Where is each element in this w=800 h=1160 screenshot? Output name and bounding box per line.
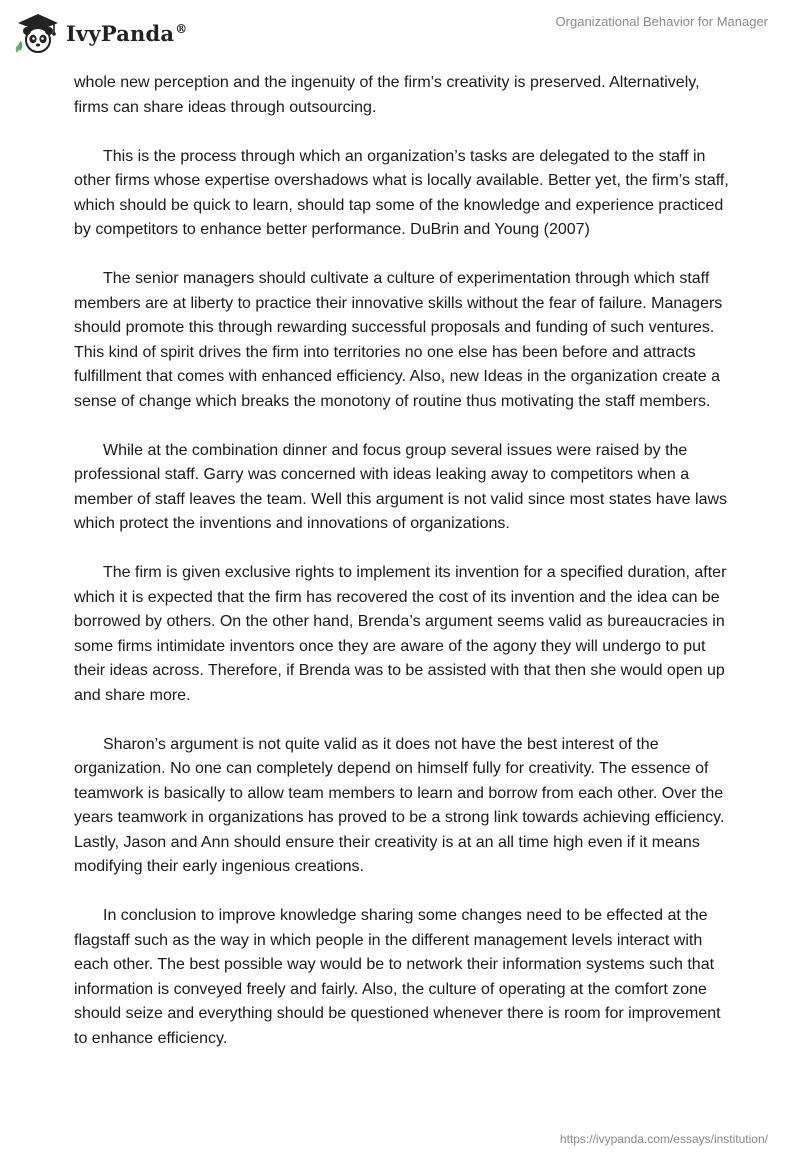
ivypanda-logo[interactable] <box>14 10 187 56</box>
logo-text: IvyPanda <box>66 20 175 46</box>
panda-graduate-icon <box>14 11 62 55</box>
essay-body <box>74 71 734 1076</box>
paragraph: While at the combination dinner and focus group several issues were raised by the professional staff. Garry was concerned with ideas leaking away to competitors when a member of staff leaves the team. Well this argument is not valid since most states have laws which protect the inventions and innovations of organizations. <box>74 441 728 532</box>
paragraph: The senior managers should cultivate a culture of experimentation through which staff members are at liberty to practice their innovative skills without the fear of failure. Managers should promote this through rewarding successful proposals and funding of such ventures. This kind of spirit drives the firm into territories no one else has been before and attracts fulfillment that comes with enhanced efficiency. Also, new Ideas in the organization create a sense of change which breaks the monotony of routine thus motivating the staff members. <box>74 270 723 410</box>
registered-mark: ® <box>175 21 188 36</box>
paragraph: Sharon’s argument is not quite valid as it does not have the best interest of the organization. No one can completely depend on himself fully for creativity. The essence of teamwork is basically to allow team members to learn and borrow from each other. Over the years teamwork in organizations has proved to be a strong link towards achieving efficiency. Lastly, Jason and Ann should ensure their creativity is at an all time high even if it means modifying their early ingenious creations. <box>74 735 725 875</box>
document-title: Organizational Behavior for Manager <box>555 14 768 29</box>
paragraph: whole new perception and the ingenuity of the firm’s creativity is preserved. Alternatively, firms can share ideas through outsourcing. <box>74 74 700 116</box>
paragraph: This is the process through which an organization’s tasks are delegated to the staff in other firms whose expertise overshadows what is locally available. Better yet, the firm’s staff, which should be quick to learn, should tap some of the knowledge and experience practiced by competitors to enhance better performance. DuBrin and Young (2007) <box>74 147 729 238</box>
source-url-link[interactable]: https://ivypanda.com/essays/institution/ <box>559 1132 768 1146</box>
paragraph: In conclusion to improve knowledge sharing some changes need to be effected at the flagstaff such as the way in which people in the different management levels interact with each other. The best possible way would be to network their information systems such that information is conveyed freely and fairly. Also, the culture of operating at the comfort zone should seize and everything should be questioned whenever there is room for improvement to enhance efficiency. <box>74 907 721 1047</box>
logo-wordmark <box>66 21 187 46</box>
page-header <box>0 0 800 70</box>
paragraph: The firm is given exclusive rights to implement its invention for a specified duration, after which it is expected that the firm has recovered the cost of its invention and the idea can be borrowed by others. On the other hand, Brenda’s argument seems valid as bureaucracies in some firms intimidate inventors once they are aware of the agony they will undergo to put their ideas across. Therefore, if Brenda was to be assisted with that then she would open up and share more. <box>74 564 727 704</box>
